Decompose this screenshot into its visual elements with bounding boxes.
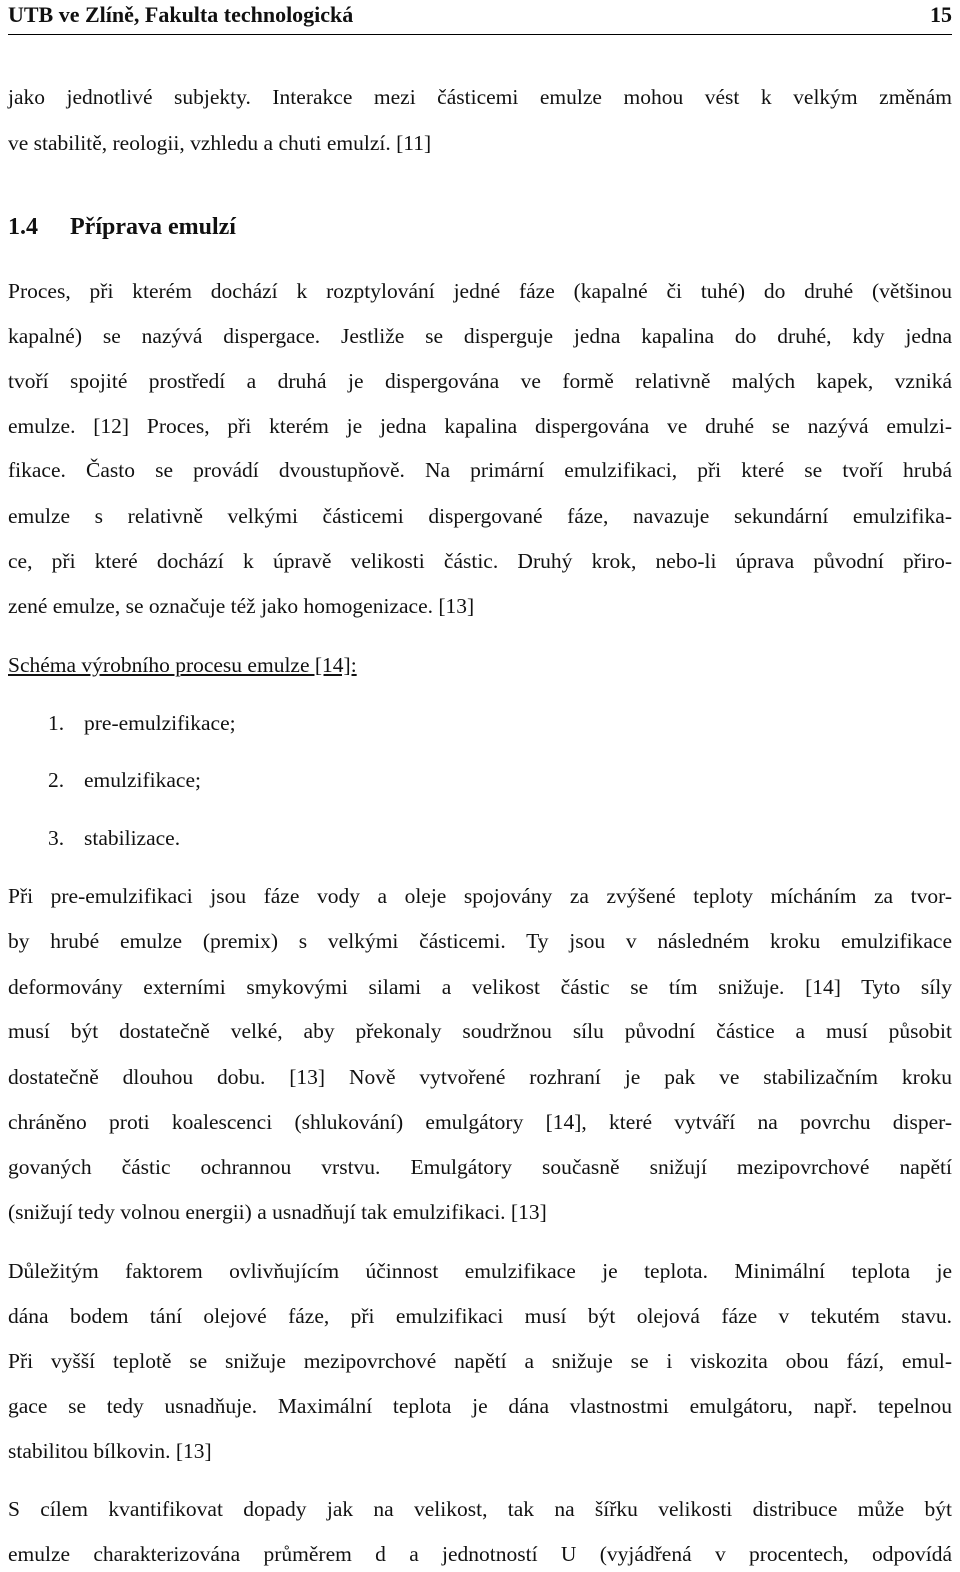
paragraph-line: Při vyšší teplotě se snižuje mezipovrchové napětí a snižuje se i viskozita obou fází, emul- bbox=[8, 1349, 952, 1373]
paragraph-line: gace se tedy usnadňuje. Maximální teplota je dána vlastnostmi emulgátoru, např. tepelnou bbox=[8, 1394, 952, 1418]
paragraph-line: zené emulze, se označuje též jako homogenizace. [13] bbox=[8, 594, 475, 618]
paragraph-line: Důležitým faktorem ovlivňujícím účinnost emulzifikace je teplota. Minimální teplota je bbox=[8, 1259, 952, 1283]
paragraph-line: deformovány externími smykovými silami a velikost částic se tím snižuje. [14] Tyto síly bbox=[8, 975, 952, 999]
section-title: Příprava emulzí bbox=[70, 214, 236, 240]
paragraph-line: ve stabilitě, reologii, vzhledu a chuti emulzí. [11] bbox=[8, 131, 432, 155]
page-header bbox=[8, 0, 952, 35]
paragraph-line: tvoří spojité prostředí a druhá je dispergována ve formě relativně malých kapek, vzniká bbox=[8, 369, 952, 393]
paragraph-line: stabilitou bílkovin. [13] bbox=[8, 1439, 212, 1463]
page-number: 15 bbox=[930, 2, 952, 27]
paragraph-line: emulze. [12] Proces, při kterém je jedna kapalina dispergována ve druhé se nazývá emulzi- bbox=[8, 414, 952, 438]
paragraph-line: chráněno proti koalescenci (shlukování) emulgátory [14], které vytváří na povrchu disper- bbox=[8, 1110, 952, 1134]
paragraph-line: jako jednotlivé subjekty. Interakce mezi částicemi emulze mohou vést k velkým změnám bbox=[8, 85, 952, 109]
paragraph-line: musí být dostatečně velké, aby překonaly soudržnou sílu původní částice a musí působit bbox=[8, 1019, 952, 1043]
paragraph-line: emulze s relativně velkými částicemi dispergované fáze, navazuje sekundární emulzifika- bbox=[8, 504, 952, 528]
header-title: UTB ve Zlíně, Fakulta technologická bbox=[8, 2, 354, 27]
paragraph-line: emulze charakterizována průměrem d a jednotností U (vyjádřená v procentech, odpovídá bbox=[8, 1542, 952, 1566]
list-item-text: stabilizace. bbox=[84, 826, 181, 850]
paragraph-line: by hrubé emulze (premix) s velkými částicemi. Ty jsou v následném kroku emulzifikace bbox=[8, 929, 952, 953]
list-item-text: emulzifikace; bbox=[84, 768, 201, 792]
paragraph-line: kapalné) se nazývá dispergace. Jestliže se disperguje jedna kapalina do druhé, kdy jedna bbox=[8, 324, 952, 348]
section-heading bbox=[8, 212, 236, 242]
list-item bbox=[48, 823, 180, 853]
list-item-number: 2. bbox=[48, 768, 65, 792]
list-item-text: pre-emulzifikace; bbox=[84, 711, 236, 735]
paragraph-line: ce, při které dochází k úpravě velikosti částic. Druhý krok, nebo-li úprava původní přiro- bbox=[8, 549, 952, 573]
list-item bbox=[48, 708, 236, 738]
paragraph-line: Proces, při kterém dochází k rozptylování jedné fáze (kapalné či tuhé) do druhé (většinou bbox=[8, 279, 952, 303]
schema-title: Schéma výrobního procesu emulze [14]: bbox=[8, 653, 357, 677]
paragraph-line: S cílem kvantifikovat dopady jak na velikost, tak na šířku velikosti distribuce může být bbox=[8, 1497, 952, 1521]
paragraph-line: fikace. Často se provádí dvoustupňově. Na primární emulzifikaci, při které se tvoří hrubá bbox=[8, 458, 952, 482]
paragraph-line: dostatečně dlouhou dobu. [13] Nově vytvořené rozhraní je pak ve stabilizačním kroku bbox=[8, 1065, 952, 1089]
paragraph-line: Při pre-emulzifikaci jsou fáze vody a oleje spojovány za zvýšené teploty mícháním za tvor- bbox=[8, 884, 952, 908]
list-item bbox=[48, 765, 201, 795]
section-number: 1.4 bbox=[8, 214, 38, 240]
paragraph-line: dána bodem tání olejové fáze, při emulzifikaci musí být olejová fáze v tekutém stavu. bbox=[8, 1304, 952, 1328]
paragraph-line: (snižují tedy volnou energii) a usnadňují tak emulzifikaci. [13] bbox=[8, 1200, 547, 1224]
list-item-number: 1. bbox=[48, 711, 65, 735]
list-item-number: 3. bbox=[48, 826, 65, 850]
paragraph-line: govaných částic ochrannou vrstvu. Emulgátory současně snižují mezipovrchové napětí bbox=[8, 1155, 952, 1179]
